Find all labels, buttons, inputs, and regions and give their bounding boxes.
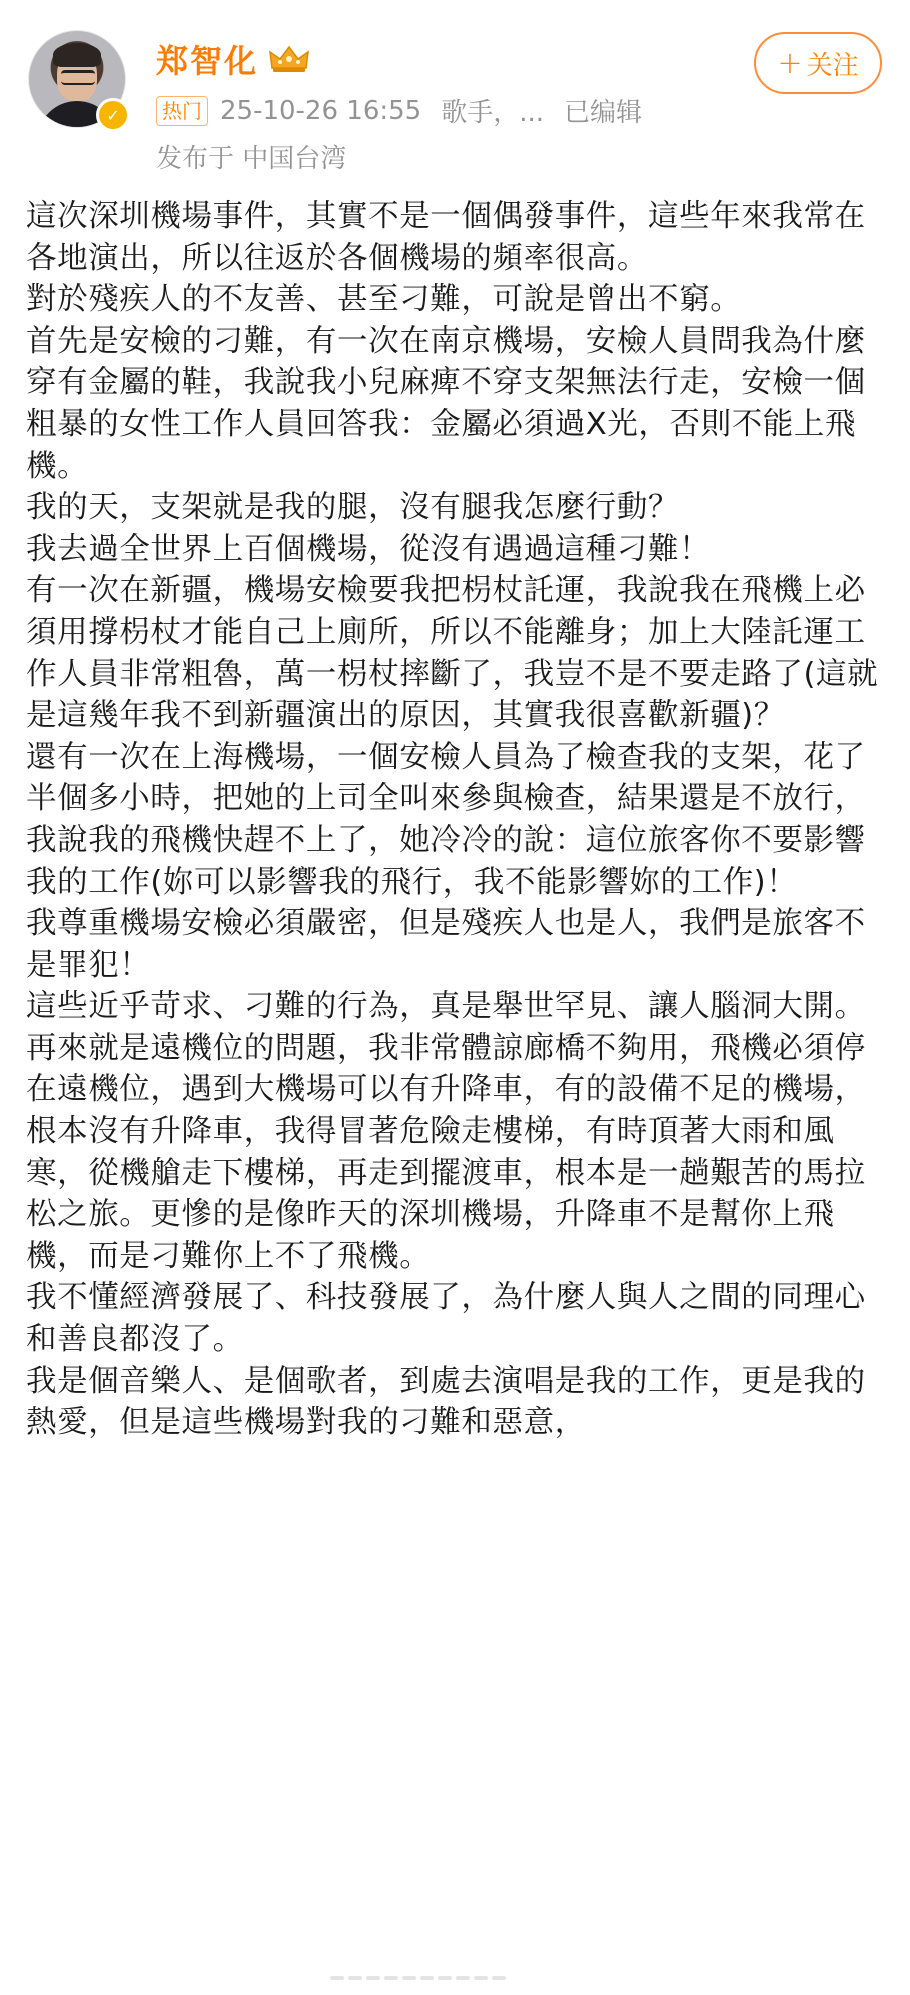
edited-label[interactable]: 已编辑 [564, 98, 643, 128]
post-paragraph: 首先是安檢的刁難，有一次在南京機場，安檢人員問我為什麼穿有金屬的鞋，我說我小兒麻痺不穿支架無法行走，安檢一個粗暴的女性工作人員回答我：金屬必須過X光，否則不能上飛機。 [26, 323, 866, 484]
bottom-fade [0, 1948, 910, 1995]
follow-button[interactable] [754, 32, 882, 94]
author-row [156, 36, 310, 82]
post-paragraph: 我的天，支架就是我的腿，沒有腿我怎麼行動？ [26, 490, 680, 526]
post-paragraph: 再來就是遠機位的問題，我非常體諒廊橋不夠用，飛機必須停在遠機位，遇到大機場可以有升降車，有的設備不足的機場，根本沒有升降車，我得冒著危險走樓梯，有時頂著大雨和風寒，從機艙走下樓梯，再走到擺渡車，根本是一趟艱苦的馬拉松之旅。更慘的是像昨天的深圳機場，升降車不是幫你上飛機，而是刁難你上不了飛機。 [26, 1030, 866, 1274]
post-body [26, 196, 888, 1444]
post-timestamp: 25-10-26 16:55 [220, 95, 422, 126]
follow-button-label: 关注 [806, 50, 859, 81]
verified-badge-icon: ✓ [96, 98, 130, 132]
post-paragraph: 我尊重機場安檢必須嚴密，但是殘疾人也是人，我們是旅客不是罪犯！ [26, 906, 866, 983]
crown-icon [268, 44, 310, 74]
plus-icon: + [777, 45, 803, 81]
avatar[interactable] [28, 30, 130, 132]
post-paragraph: 對於殘疾人的不友善、甚至刁難，可說是曾出不窮。 [26, 282, 742, 318]
post-paragraph: 這次深圳機場事件，其實不是一個偶發事件，這些年來我常在各地演出，所以往返於各個機場的頻率很高。 [26, 199, 866, 276]
post-paragraph: 我不懂經濟發展了、科技發展了，為什麼人與人之間的同理心和善良都沒了。 [26, 1280, 866, 1358]
author-name[interactable]: 郑智化 [156, 42, 259, 80]
post-location: 发布于 中国台湾 [156, 144, 347, 174]
scroll-indicator [330, 1976, 506, 1980]
author-tag[interactable]: 歌手，... [441, 98, 545, 128]
hot-badge: 热门 [156, 96, 208, 126]
post-paragraph: 我是個音樂人、是個歌者，到處去演唱是我的工作，更是我的熱愛，但是這些機場對我的刁難和惡意， [26, 1363, 866, 1441]
post-header [0, 0, 910, 180]
post-paragraph: 這些近乎苛求、刁難的行為，真是舉世罕見、讓人腦洞大開。 [26, 989, 866, 1025]
post-paragraph: 我去過全世界上百個機場，從沒有遇過這種刁難！ [26, 531, 711, 567]
post-meta [156, 92, 642, 129]
post-paragraph: 還有一次在上海機場，一個安檢人員為了檢查我的支架，花了半個多小時，把她的上司全叫來參與檢查，結果還是不放行，我說我的飛機快趕不上了，她冷冷的說：這位旅客你不要影響我的工作(妳可以影響我的飛行，我不能影響妳的工作)！ [26, 739, 866, 900]
post-paragraph: 有一次在新疆，機場安檢要我把枴杖託運，我說我在飛機上必須用撐枴杖才能自己上廁所，所以不能離身；加上大陸託運工作人員非常粗魯，萬一枴杖摔斷了，我豈不是不要走路了(這就是這幾年我不到新疆演出的原因，其實我很喜歡新疆)？ [26, 573, 879, 734]
